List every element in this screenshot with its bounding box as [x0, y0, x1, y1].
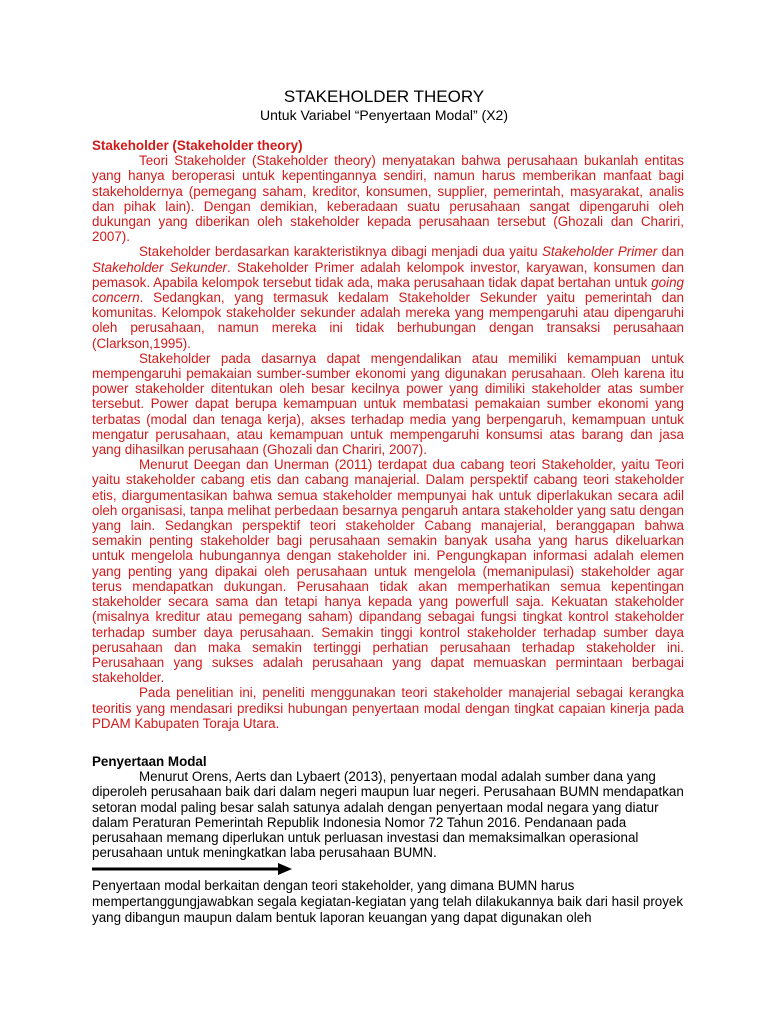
document-title: STAKEHOLDER THEORY [283, 87, 485, 106]
paragraph-2-text: . Sedangkan, yang termasuk kedalam Stakeholder Sekunder yaitu pemerintah dan komunitas. Kelompok stakeholder sekunder adalah mereka yang mempengaruhi atau dipengaruhi oleh perusahaan, namun mereka ini tidak berhubungan dengan transaksi perusahaan (Clarkson,1995). [92, 290, 684, 351]
paragraph-6: Menurut Orens, Aerts dan Lybaert (2013), penyertaan modal adalah sumber dana yang diperoleh perusahaan baik dari dalam negeri maupun luar negeri. Perusahaan BUMN mendapatkan setoran modal paling besar salah satunya adalah dengan penyertaan modal negara yang diatur dalam Peraturan Pemerintah Republik Indonesia Nomor 72 Tahun 2016. Pendanaan pada perusahaan memang diperlukan untuk perluasan investasi dan memaksimalkan operasional perusahaan untuk meningkatkan laba perusahaan BUMN. [92, 769, 684, 861]
paragraph-2 [92, 244, 684, 350]
arrow-icon [92, 862, 292, 876]
term-stakeholder-sekunder: Stakeholder Sekunder [92, 259, 228, 275]
paragraph-5: Pada penelitian ini, peneliti menggunakan teori stakeholder manajerial sebagai kerangka teoritis yang mendasari prediksi hubungan penyertaan modal dengan tingkat capaian kinerja pada PDAM Kabupaten Toraja Utara. [92, 685, 684, 731]
paragraph-4: Menurut Deegan dan Unerman (2011) terdapat dua cabang teori Stakeholder, yaitu Teori yaitu stakeholder cabang etis dan cabang manajerial. Dalam perspektif cabang teori stakeholder etis, diargumentasikan bahwa semua stakeholder mempunyai hak untuk diperlakukan secara adil oleh organisasi, tanpa melihat perbedaan besarnya pengaruh antara stakeholder yang satu dengan yang lain. Sedangkan perspektif teori stakeholder Cabang manajerial, beranggapan bahwa semakin penting stakeholder bagi perusahaan semakin banyak usaha yang harus dikeluarkan untuk mengelola hubungannya dengan stakeholder ini. Pengungkapan informasi adalah elemen yang penting yang dipakai oleh perusahaan untuk mengelola (memanipulasi) stakeholder agar terus mendapatkan dukungan. Perusahaan tidak akan memperhatikan semua kepentingan stakeholder secara sama dan tetapi hanya kepada yang powerfull saja. Kekuatan stakeholder (misalnya kreditur atau pemegang saham) dipandang sebagai fungsi tingkat kontrol stakeholder terhadap sumber daya perusahaan. Semakin tinggi kontrol stakeholder terhadap sumber daya perusahaan dan maka semakin tertinggi perhatian perusahaan terhadap stakeholder ini. Perusahaan yang sukses adalah perusahaan yang dapat memuaskan permintaan berbagai stakeholder. [92, 457, 684, 686]
paragraph-1: Teori Stakeholder (Stakeholder theory) menyatakan bahwa perusahaan bukanlah entitas yang hanya beroperasi untuk kepentingannya sendiri, namun harus memberikan manfaat bagi stakeholdernya (pemegang saham, kreditor, konsumen, supplier, pemerintah, masyarakat, analis dan pihak lain). Dengan demikian, keberadaan suatu perusahaan sangat dipengaruhi oleh dukungan yang diberikan oleh stakeholder kepada perusahaan tersebut (Ghozali dan Chariri, 2007). [92, 153, 684, 245]
paragraph-7: Penyertaan modal berkaitan dengan teori stakeholder, yang dimana BUMN harus mempertanggungjawabkan segala kegiatan-kegiatan yang telah dilakukannya baik dari hasil proyek yang dibangun maupun dalam bentuk laporan keuangan yang dapat digunakan oleh [92, 878, 684, 925]
term-stakeholder-primer: Stakeholder Primer [541, 244, 658, 260]
section-penyertaan-modal [92, 754, 684, 860]
paragraph-2-text: . Stakeholder Primer adalah kelompok investor, karyawan, konsumen dan pemasok. Apabila kelompok tersebut tidak ada, maka perusahaan tidak dapat bertahan untuk [92, 259, 684, 290]
paragraph-3: Stakeholder pada dasarnya dapat mengendalikan atau memiliki kemampuan untuk mempengaruhi pemakaian sumber-sumber ekonomi yang digunakan perusahaan. Oleh karena itu power stakeholder ditentukan oleh besar kecilnya power yang dimiliki stakeholder atas sumber tersebut. Power dapat berupa kemampuan untuk membatasi pemakaian sumber ekonomi yang terbatas (modal dan tenaga kerja), akses terhadap media yang berpengaruh, kemampuan untuk mengatur perusahaan, atau kemampuan untuk mempengaruhi konsumsi atas barang dan jasa yang dihasilkan perusahaan (Ghozali dan Chariri, 2007). [92, 350, 684, 458]
section-heading-penyertaan-modal: Penyertaan Modal [92, 754, 207, 769]
document-subtitle: Untuk Variabel “Penyertaan Modal” (X2) [260, 107, 508, 123]
paragraph-2-text: dan [657, 244, 685, 260]
term-going-concern: going concern [92, 274, 684, 306]
section-heading-stakeholder: Stakeholder (Stakeholder theory) [92, 138, 303, 153]
section-stakeholder [92, 138, 684, 731]
paragraph-2-text: Stakeholder berdasarkan karakteristiknya dibagi menjadi dua yaitu [139, 244, 542, 260]
